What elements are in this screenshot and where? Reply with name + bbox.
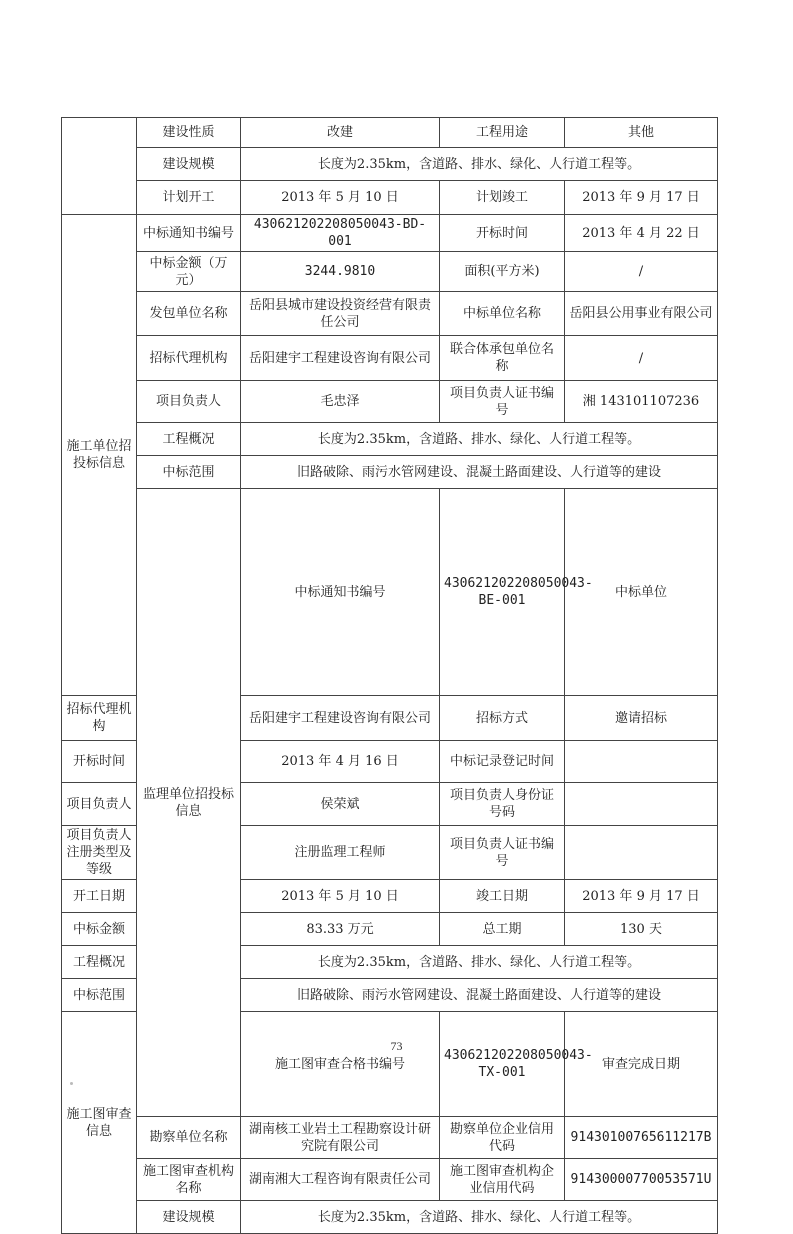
blank-section-cell bbox=[62, 118, 137, 215]
review-org-label: 施工图审查机构名称 bbox=[137, 1159, 241, 1201]
supervision-cert-value bbox=[565, 826, 718, 880]
supervision-agency-label: 招标代理机构 bbox=[62, 696, 137, 741]
table-row bbox=[62, 181, 718, 215]
review-survey-label: 勘察单位名称 bbox=[137, 1117, 241, 1159]
construction-issuer-value: 岳阳县城市建设投资经营有限责任公司 bbox=[241, 292, 440, 336]
supervision-method-value: 邀请招标 bbox=[565, 696, 718, 741]
table-row bbox=[62, 1117, 718, 1159]
supervision-agency-value: 岳阳建宇工程建设咨询有限公司 bbox=[241, 696, 440, 741]
construction-winner-value: 岳阳县公用事业有限公司 bbox=[565, 292, 718, 336]
construction-amount-value: 3244.9810 bbox=[241, 252, 440, 292]
construction-scope-label: 中标范围 bbox=[137, 456, 241, 489]
construction-cert-label: 项目负责人证书编号 bbox=[440, 381, 565, 423]
construction-manager-label: 项目负责人 bbox=[137, 381, 241, 423]
use-label: 工程用途 bbox=[440, 118, 565, 148]
supervision-method-label: 招标方式 bbox=[440, 696, 565, 741]
plan-start-label: 计划开工 bbox=[137, 181, 241, 215]
construction-area-value: / bbox=[565, 252, 718, 292]
review-survey-code-value: 91430100765611217B bbox=[565, 1117, 718, 1159]
construction-section-label: 施工单位招投标信息 bbox=[62, 215, 137, 696]
construction-open-time-label: 开标时间 bbox=[440, 215, 565, 252]
construction-notice-no-value: 430621202208050043-BD-001 bbox=[241, 215, 440, 252]
supervision-finish-label: 竣工日期 bbox=[440, 880, 565, 913]
table-row bbox=[62, 118, 718, 148]
table-row bbox=[62, 489, 718, 696]
table-row bbox=[62, 423, 718, 456]
supervision-overview-value: 长度为2.35km，含道路、排水、绿化、人行道工程等。 bbox=[241, 946, 718, 979]
scan-speck bbox=[70, 1082, 73, 1085]
table-row bbox=[62, 336, 718, 381]
supervision-start-value: 2013 年 5 月 10 日 bbox=[241, 880, 440, 913]
supervision-period-label: 总工期 bbox=[440, 913, 565, 946]
review-org-code-label: 施工图审查机构企业信用代码 bbox=[440, 1159, 565, 1201]
nature-label: 建设性质 bbox=[137, 118, 241, 148]
supervision-amount-label: 中标金额 bbox=[62, 913, 137, 946]
construction-winner-label: 中标单位名称 bbox=[440, 292, 565, 336]
construction-issuer-label: 发包单位名称 bbox=[137, 292, 241, 336]
construction-jv-label: 联合体承包单位名称 bbox=[440, 336, 565, 381]
project-info-table bbox=[61, 117, 718, 1234]
table-row bbox=[62, 1159, 718, 1201]
supervision-manager-label: 项目负责人 bbox=[62, 783, 137, 826]
review-scale-label: 建设规模 bbox=[137, 1201, 241, 1234]
review-survey-value: 湖南核工业岩土工程勘察设计研究院有限公司 bbox=[241, 1117, 440, 1159]
supervision-winner-label: 中标单位 bbox=[565, 489, 718, 696]
construction-jv-value: / bbox=[565, 336, 718, 381]
supervision-amount-value: 83.33 万元 bbox=[241, 913, 440, 946]
review-section-label: 施工图审查信息 bbox=[62, 1012, 137, 1234]
review-survey-code-label: 勘察单位企业信用代码 bbox=[440, 1117, 565, 1159]
construction-overview-label: 工程概况 bbox=[137, 423, 241, 456]
construction-manager-value: 毛忠泽 bbox=[241, 381, 440, 423]
table-row bbox=[62, 252, 718, 292]
review-scale-value: 长度为2.35km，含道路、排水、绿化、人行道工程等。 bbox=[241, 1201, 718, 1234]
plan-end-value: 2013 年 9 月 17 日 bbox=[565, 181, 718, 215]
supervision-reg-type-label: 项目负责人注册类型及等级 bbox=[62, 826, 137, 880]
construction-scope-value: 旧路破除、雨污水管网建设、混凝土路面建设、人行道等的建设 bbox=[241, 456, 718, 489]
review-org-value: 湖南湘大工程咨询有限责任公司 bbox=[241, 1159, 440, 1201]
nature-value: 改建 bbox=[241, 118, 440, 148]
supervision-section-label: 监理单位招投标信息 bbox=[137, 489, 241, 1117]
supervision-overview-label: 工程概况 bbox=[62, 946, 137, 979]
construction-agency-value: 岳阳建宇工程建设咨询有限公司 bbox=[241, 336, 440, 381]
supervision-manager-value: 侯荣斌 bbox=[241, 783, 440, 826]
supervision-period-value: 130 天 bbox=[565, 913, 718, 946]
supervision-open-time-value: 2013 年 4 月 16 日 bbox=[241, 741, 440, 783]
review-org-code-value: 91430000770053571U bbox=[565, 1159, 718, 1201]
supervision-start-label: 开工日期 bbox=[62, 880, 137, 913]
table-row bbox=[62, 148, 718, 181]
construction-notice-no-label: 中标通知书编号 bbox=[137, 215, 241, 252]
construction-cert-value: 湘 143101107236 bbox=[565, 381, 718, 423]
supervision-record-time-value bbox=[565, 741, 718, 783]
table-row bbox=[62, 381, 718, 423]
supervision-cert-label: 项目负责人证书编号 bbox=[440, 826, 565, 880]
table-row bbox=[62, 456, 718, 489]
supervision-scope-value: 旧路破除、雨污水管网建设、混凝土路面建设、人行道等的建设 bbox=[241, 979, 718, 1012]
use-value: 其他 bbox=[565, 118, 718, 148]
supervision-reg-type-value: 注册监理工程师 bbox=[241, 826, 440, 880]
plan-end-label: 计划竣工 bbox=[440, 181, 565, 215]
review-done-date-label: 审查完成日期 bbox=[565, 1012, 718, 1117]
construction-agency-label: 招标代理机构 bbox=[137, 336, 241, 381]
supervision-id-label: 项目负责人身份证号码 bbox=[440, 783, 565, 826]
construction-area-label: 面积(平方米) bbox=[440, 252, 565, 292]
scale-label: 建设规模 bbox=[137, 148, 241, 181]
scale-value: 长度为2.35km，含道路、排水、绿化、人行道工程等。 bbox=[241, 148, 718, 181]
review-cert-no-label: 施工图审查合格书编号 bbox=[241, 1012, 440, 1117]
table-row bbox=[62, 292, 718, 336]
supervision-id-value bbox=[565, 783, 718, 826]
supervision-scope-label: 中标范围 bbox=[62, 979, 137, 1012]
supervision-open-time-label: 开标时间 bbox=[62, 741, 137, 783]
supervision-finish-value: 2013 年 9 月 17 日 bbox=[565, 880, 718, 913]
table-row bbox=[62, 1201, 718, 1234]
supervision-record-time-label: 中标记录登记时间 bbox=[440, 741, 565, 783]
page-number: 73 bbox=[390, 1039, 403, 1053]
review-cert-no-value: 430621202208050043-TX-001 bbox=[440, 1012, 565, 1117]
construction-overview-value: 长度为2.35km，含道路、排水、绿化、人行道工程等。 bbox=[241, 423, 718, 456]
supervision-notice-no-label: 中标通知书编号 bbox=[241, 489, 440, 696]
supervision-notice-no-value: 430621202208050043-BE-001 bbox=[440, 489, 565, 696]
construction-open-time-value: 2013 年 4 月 22 日 bbox=[565, 215, 718, 252]
table-row bbox=[62, 215, 718, 252]
construction-amount-label: 中标金额（万元） bbox=[137, 252, 241, 292]
plan-start-value: 2013 年 5 月 10 日 bbox=[241, 181, 440, 215]
